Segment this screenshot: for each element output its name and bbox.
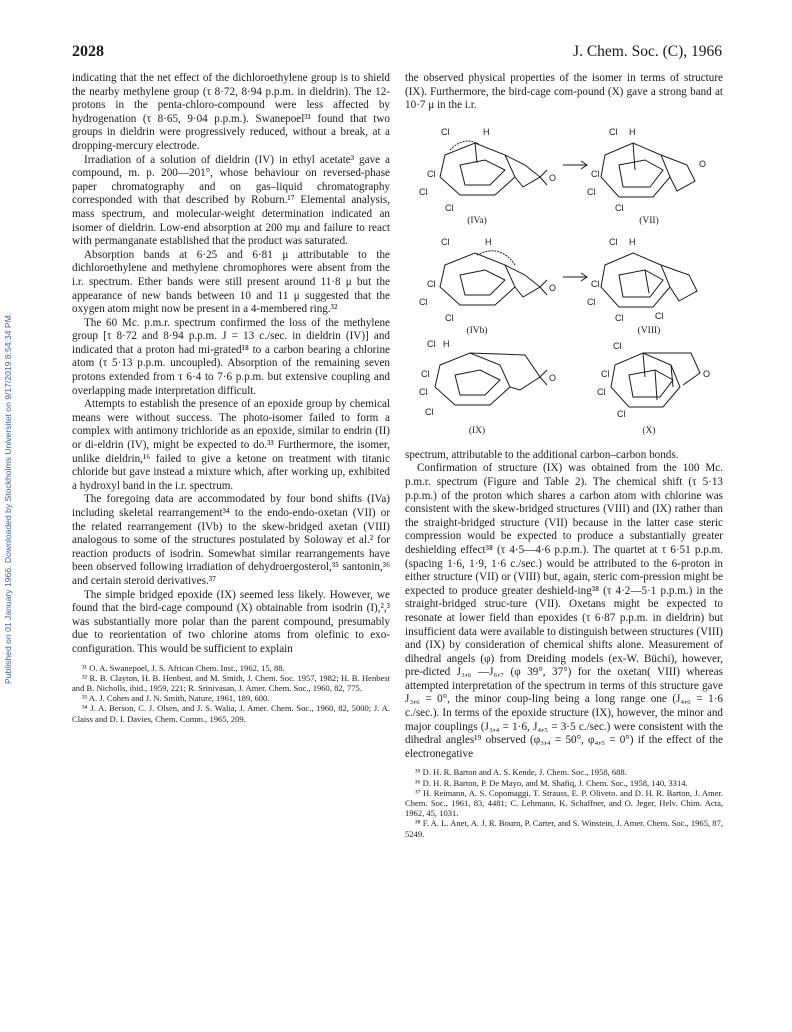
chlorine-label: Cl (421, 368, 430, 379)
hydrogen-label: H (483, 126, 490, 137)
oxygen-label: O (549, 172, 557, 183)
paragraph: Irradiation of a solution of dieldrin (IV) in ethyl acetate³ gave a compound, m. p. 200—201°, whose behaviour on reversed-phase paper chromatography and on gas–liquid chromatography corresponded with that described by Roburn.¹⁷ Elemental analysis, mass spectrum, and molecular-weight determination indicated an isomer of dieldrin. Low-end absorption at 200 mμ and failure to react with permanganate established that the product was saturated. (72, 153, 390, 248)
paragraph: Confirmation of structure (IX) was obtained from the 100 Mc. p.m.r. spectrum (Figure and Table 2). The chemical shift (τ 5·13 p.p.m.) of the proton which shares a carbon atom with chlorine was consistent with the skew-bridged structures (VIII) and (IX) rather than the straight-bridged structure (VII) because in the latter case steric compression would be expected to produce a substantially greater deshielding effect³⁸ (τ 4·5—4·6 p.p.m.). The quartet at τ 6·51 p.p.m. (spacing 1·6, 1·9, 1·6 c./sec.) would be attributed to the 6-proton in either structure (VII) or (VIII) but, again, steric com-pression might be expected to produce greater deshield-ing³⁸ (τ 4·2—5·1 p.p.m.) in the straight-bridged struc-ture (VII). Oxetans might be expected to resonate at lower field than epoxides (τ 6·87 p.p.m. in dieldrin) but insufficient data were available to distinguish between structures (VIII) and (IX) by consideration of chemical shifts alone. Measurement of dihedral angels (φ) from Dreiding models (ex-W. Büchi), however, pre-dicted J₃,₆ —J₆,₇ (φ 39°, 37°) for the oxetan( VIII) whereas attempted interpretation of the spectrum in terms of this structure gave J₃,₆ = 0°, the minor coup-ling being a long range one (J₄,₆ = 1·6 c./sec.). In terms of the epoxide structure (IX), however, the minor and major couplings (J₃,₄ = 1·6, J₄,₅ = 3·5 c./sec.) were consistent with the dihedral angles¹⁹ observed (φ₃,₄ = 50°, φ₄,₅ = 0°) if the effect of the electronegative (405, 462, 723, 760)
structure-x (611, 353, 700, 407)
chlorine-label: Cl (427, 278, 436, 289)
structure-viii (601, 253, 697, 307)
page-header (72, 43, 722, 63)
reference: ³³ A. J. Cohen and J. N. Smith, Nature, 1961, 189, 600. (82, 693, 270, 704)
compound-label-viii: (VIII) (637, 325, 661, 336)
chlorine-label: Cl (597, 386, 606, 397)
download-watermark: Published on 01 January 1966. Downloaded by Stockholms Universitet on 9/17/2019 8:54:34 PM. (3, 312, 13, 684)
paragraph: the observed physical properties of the isomer in terms of structure (IX). Furthermore, the bird-cage com-pound (X) gave a strong band at 10·7 μ in the i.r. (405, 72, 723, 112)
chlorine-label: Cl (445, 202, 454, 213)
chlorine-label: Cl (419, 386, 428, 397)
left-column (72, 72, 390, 724)
paragraph: Absorption bands at 6·25 and 6·81 μ attributable to the dichloroethylene and methylene chromophores were absent from the i.r. spectrum. Ether bands were still present around 11·8 μ but the appearance of new bands between 10 and 11 μ suggested that the oxygen atom might now be present in a 4-membered ring.³² (72, 248, 390, 316)
page-number: 2028 (72, 43, 104, 60)
chlorine-label: Cl (425, 406, 434, 417)
chlorine-label: Cl (655, 310, 664, 321)
chlorine-label: Cl (419, 186, 428, 197)
oxygen-label: O (549, 282, 557, 293)
chlorine-label: Cl (587, 296, 596, 307)
hydrogen-label: H (629, 126, 636, 137)
structure-vii (601, 143, 695, 197)
chlorine-label: Cl (615, 312, 624, 323)
chlorine-label: Cl (587, 186, 596, 197)
chlorine-label: Cl (427, 338, 436, 349)
chlorine-label: Cl (427, 168, 436, 179)
chlorine-label: Cl (601, 368, 610, 379)
reference: ³⁷ H. Reimann, A. S. Copomaggi, T. Strauss, E. P. Oliveto. and D. H. R. Barton, J. Amer. Chem. Soc., 1961, 83, 4481; C. Lehmann, K. Schaffner, and O. Jeger, Helv. Chim. Acta, 1962, 45, 1031. (405, 787, 723, 819)
compound-label-ivb: (IVb) (466, 325, 488, 336)
oxygen-label: O (703, 368, 711, 379)
structure-ix (435, 353, 547, 405)
chlorine-label: Cl (441, 236, 450, 247)
structure-iva (440, 141, 547, 195)
structure-figure (405, 115, 723, 445)
footnotes (405, 767, 723, 838)
hydrogen-label: H (485, 236, 492, 247)
reference: ³⁴ J. A. Berson, C. J. Olsen, and J. S. Walia, J. Amer. Chem. Soc., 1960, 82, 5000; J. A. Claiss and D. I. Davies, Chem. Comm., 1965, 209. (72, 703, 390, 724)
paragraph: indicating that the net effect of the dichloroethylene group is to shield the nearby methylene group (τ 8·72, 8·94 p.p.m. in dieldrin). The 12-protons in the penta-chloro-compound were less affected by hydrogenation (τ 8·65, 9·04 p.p.m.). Swanepoel³¹ found that two groups in dieldrin were progressively reduced, without a break, at a dropping-mercury electrode. (72, 72, 390, 152)
compound-label-x: (X) (642, 425, 656, 436)
chlorine-label: Cl (617, 408, 626, 419)
paragraph: The foregoing data are accommodated by four bond shifts (IVa) including skeletal rearrangement³⁴ to the endo-endo-oxetan (VII) or the related rearrangement (IVb) to the skew-bridged axetan (VIII) analogous to some of the structures postulated by Soloway et al.² for reaction products of isodrin. Somewhat similar rearrangements have been observed following irradiation of dehydroergosterol,³⁵ santonin,³⁶ and certain steroid derivatives.³⁷ (72, 493, 390, 587)
compound-label-vii: (VII) (639, 215, 659, 226)
paragraph: The 60 Mc. p.m.r. spectrum confirmed the loss of the methylene group [τ 8·72 and 8·94 p.p.m. J = 13 c./sec. in dieldrin (IV)] and indicated that a proton had mi-grated¹⁸ to a carbon bearing a chlorine atom (τ 5·13 p.p.m. uncoupled). Absorption of the remaining seven protons extended from τ 6·4 to 7·6 p.p.m. but extensive coupling and overlapping made interpretation difficult. (72, 316, 390, 397)
chlorine-label: Cl (591, 168, 600, 179)
reference: ³⁶ D. H. R. Barton, P. De Mayo, and M. Shafiq, J. Chem. Soc., 1958, 140, 3314. (415, 777, 688, 788)
chlorine-label: Cl (419, 296, 428, 307)
hydrogen-label: H (629, 236, 636, 247)
oxygen-label: O (549, 372, 557, 383)
chlorine-label: Cl (609, 126, 618, 137)
footnotes (72, 663, 390, 724)
structure-ivb (440, 251, 547, 305)
reference: ³¹ O. A. Swanepoel, J. S. African Chem. Inst., 1962, 15, 88. (82, 662, 285, 673)
chemical-structures-diagram (405, 115, 723, 445)
chlorine-label: Cl (441, 126, 450, 137)
reference: ³² R. B. Clayton, H. B. Henbest, and M. Smith, J. Chem. Soc. 1957, 1982; H. B. Henbest and B. Nicholls, ibid., 1959, 221; R. Srinivasan, J. Amer. Chem. Soc., 1960, 82, 775. (72, 672, 390, 693)
journal-citation: J. Chem. Soc. (C), 1966 (573, 43, 722, 60)
chlorine-label: Cl (445, 312, 454, 323)
reference: ³⁸ F. A. L. Anet, A. J. R. Bourn, P. Carter, and S. Winstein, J. Amer. Chem. Soc., 1965, 87, 5249. (405, 818, 723, 839)
reference: ³⁵ D. H. R. Barton and A. S. Kende, J. Chem. Soc., 1958, 688. (415, 767, 627, 778)
chlorine-label: Cl (609, 236, 618, 247)
right-column (405, 72, 723, 839)
chlorine-label: Cl (613, 340, 622, 351)
compound-label-iva: (IVa) (467, 215, 487, 226)
chlorine-label: Cl (615, 202, 624, 213)
chlorine-label: Cl (591, 278, 600, 289)
hydrogen-label: H (443, 338, 450, 349)
paragraph: Attempts to establish the presence of an epoxide group by chemical means were without success. The photo-isomer failed to form a complex with antimony trichloride as an epoxide, similar to endrin (II) or di-eldrin (IV), might be expected to do.³³ Furthermore, the isomer, unlike dieldrin,¹⁶ failed to give a ketone on treatment with titanic chloride but gave instead a mixture which, after working up, exhibited a hydroxyl band in the i.r. spectrum. (72, 398, 390, 492)
compound-label-ix: (IX) (468, 425, 486, 436)
reaction-arrow (563, 273, 587, 281)
paragraph: The simple bridged epoxide (IX) seemed less likely. However, we found that the bird-cage compound (X) obtainable from isodrin (I),²,³ was substantially more polar than the parent compound, presumably due to reorientation of two chlorine atoms from olefinic to exo-configuration. This would be sufficient to explain (72, 588, 390, 655)
reaction-arrow (563, 161, 587, 169)
paragraph: spectrum, attributable to the additional carbon–carbon bonds. (405, 448, 679, 461)
oxygen-label: O (699, 158, 707, 169)
